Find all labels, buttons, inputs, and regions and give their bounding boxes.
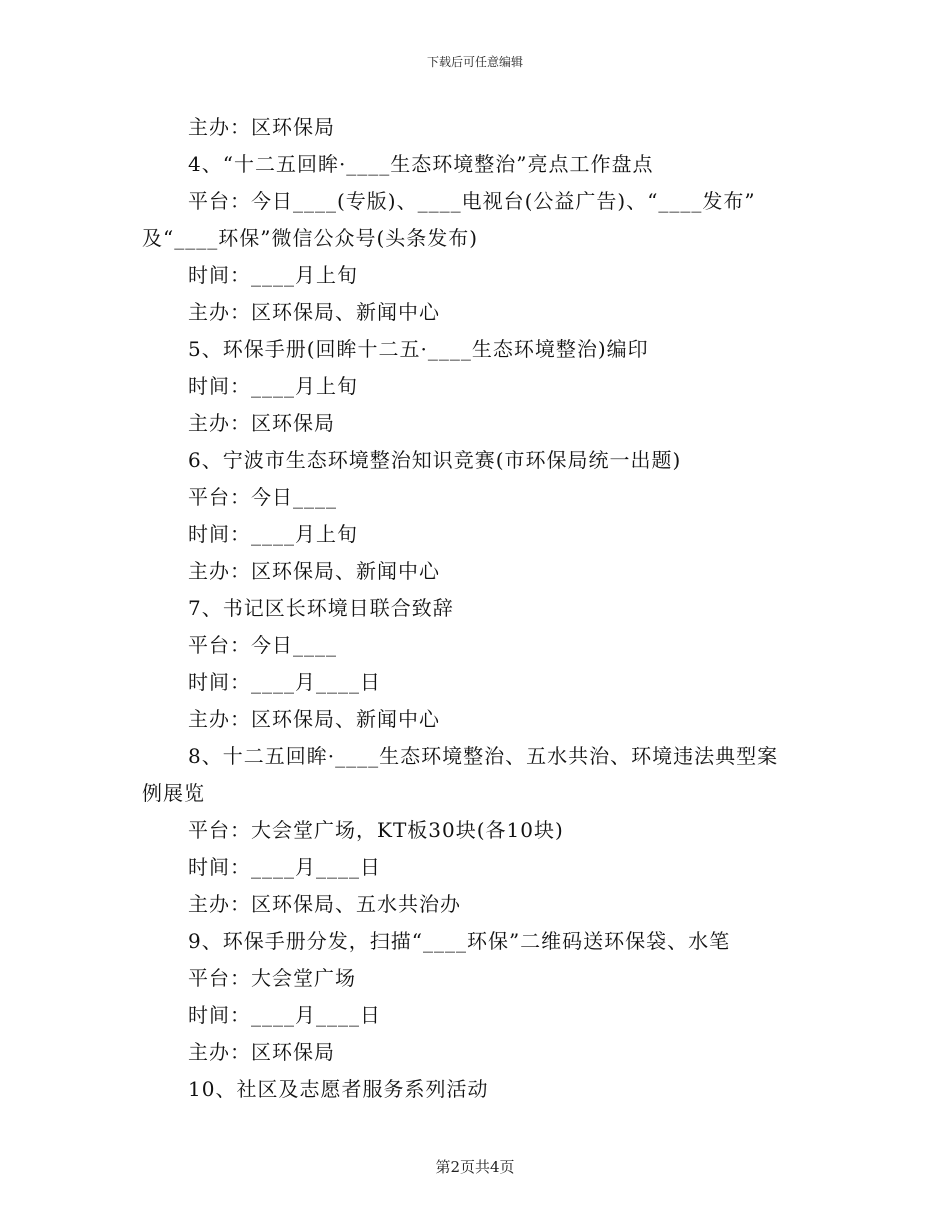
text-line: 时间：____月上旬 xyxy=(188,374,358,398)
text-line: 时间：____月____日 xyxy=(188,855,381,879)
section-heading: 4、“十二五回眸·____生态环境整治”亮点工作盘点 xyxy=(188,152,654,176)
text-line: 主办：区环保局、五水共治办 xyxy=(188,892,461,916)
text-line: 主办：区环保局 xyxy=(188,1040,335,1064)
text-line: 平台：大会堂广场，KT板30块(各10块) xyxy=(188,818,564,842)
document-body xyxy=(142,109,822,1108)
text-line: 平台：今日____ xyxy=(188,485,337,509)
section-heading: 6、宁波市生态环境整治知识竞赛(市环保局统一出题) xyxy=(188,448,682,472)
text-line-continued: 例展览 xyxy=(142,781,205,805)
text-line: 主办：区环保局、新闻中心 xyxy=(188,707,440,731)
section-heading: 9、环保手册分发，扫描“____环保”二维码送环保袋、水笔 xyxy=(188,929,731,953)
text-line: 主办：区环保局、新闻中心 xyxy=(188,300,440,324)
text-line-continued: 及“____环保”微信公众号(头条发布) xyxy=(142,226,479,250)
section-heading: 5、环保手册(回眸十二五·____生态环境整治)编印 xyxy=(188,337,649,361)
section-heading: 8、十二五回眸·____生态环境整治、五水共治、环境违法典型案 xyxy=(188,744,779,768)
text-line: 时间：____月上旬 xyxy=(188,263,358,287)
section-heading: 10、社区及志愿者服务系列活动 xyxy=(188,1077,489,1101)
text-line: 主办：区环保局 xyxy=(188,411,335,435)
text-line: 平台：今日____ xyxy=(188,633,337,657)
text-line: 主办：区环保局、新闻中心 xyxy=(188,559,440,583)
section-heading: 7、书记区长环境日联合致辞 xyxy=(188,596,454,620)
text-line: 平台：今日____(专版)、____电视台(公益广告)、“____发布” xyxy=(188,189,756,213)
text-line: 时间：____月____日 xyxy=(188,670,381,694)
text-line: 时间：____月上旬 xyxy=(188,522,358,546)
text-line: 平台：大会堂广场 xyxy=(188,966,356,990)
page-number: 第2页共4页 xyxy=(435,1158,515,1176)
text-line: 主办：区环保局 xyxy=(188,115,335,139)
page-header: 下载后可任意编辑 xyxy=(426,55,523,69)
text-line: 时间：____月____日 xyxy=(188,1003,381,1027)
